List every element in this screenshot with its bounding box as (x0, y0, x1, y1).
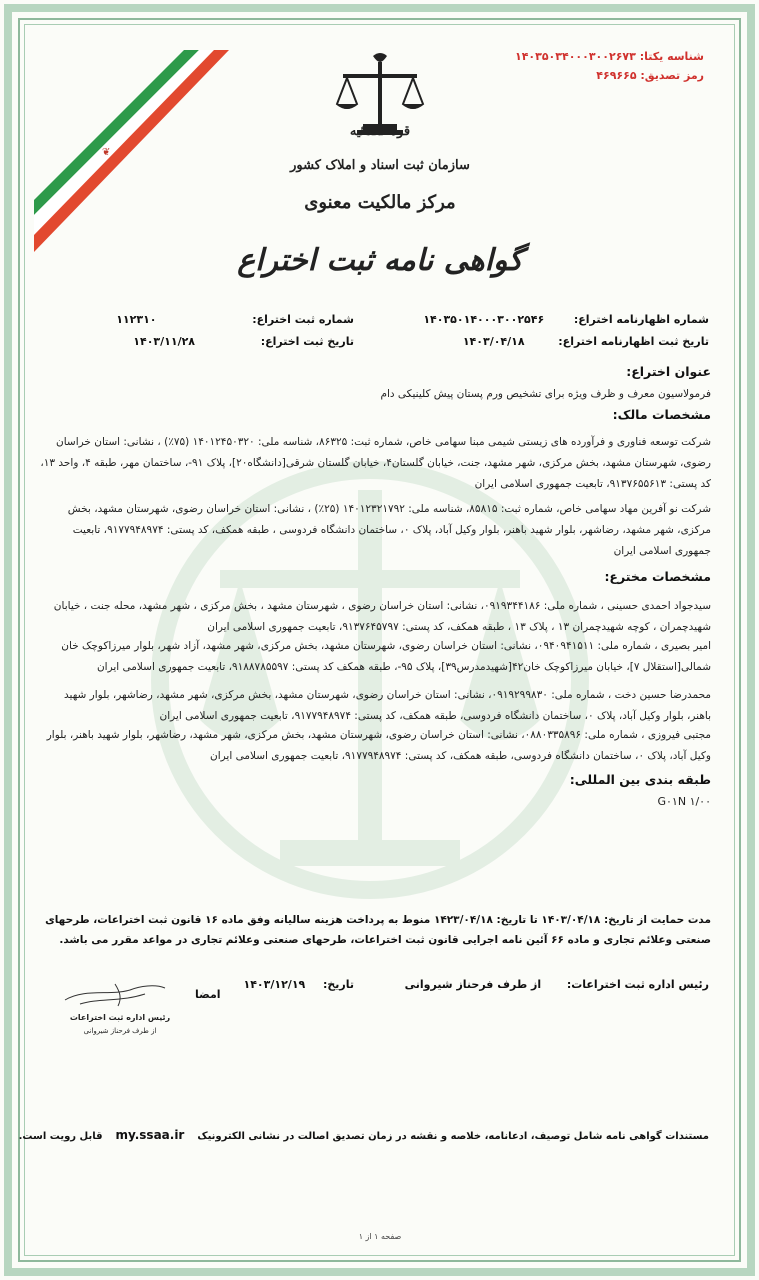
flag-ribbon-graphic (24, 30, 234, 260)
footer-note (18, 1128, 709, 1142)
verification-code-label: رمز تصدیق: (640, 69, 704, 82)
invention-title-text: فرمولاسیون معرف و ظرف ویژه برای تشخیص ورم پستان پیش کلینیکی دام (380, 388, 711, 400)
declaration-date (463, 335, 709, 348)
stamp-line-2: از طرف فرحناز شیروانی (83, 1027, 157, 1035)
declaration-date-value: ۱۴۰۳/۰۴/۱۸ (462, 335, 525, 348)
classification-heading: طبقه بندی بین المللی: (569, 772, 711, 787)
classification-value: G۰۱N ۱/۰۰ (657, 795, 711, 808)
registration-number-label: شماره ثبت اختراع: (252, 313, 354, 326)
protection-period-text: مدت حمایت از تاریخ: ۱۴۰۳/۰۴/۱۸ تا تاریخ: ۱۴۲۳/۰۴/۱۸ منوط به پرداخت هزینه سالیانه وفق ماده ۱۶ قانون ثبت اختراعات، طرحهای صنعتی وعلائم تجاری و ماده ۶۶ آئین نامه اجرایی قانون ثبت اختراعات، طرحهای صنعتی وعلائم تجاری در مواعد مقرر می باشد. (45, 914, 711, 946)
owner-item: شرکت نو آفرین مهاد سهامی خاص، شماره ثبت: ۸۵۸۱۵، شناسه ملی: ۱۴۰۱۲۳۲۱۷۹۲ (۲۵٪) ، نشانی: استان خراسان رضوی، شهرستان مشهد، بخش مرکزی، شهر مشهد، رضاشهر، بلوار شهید باهنر، بلوار وکیل آباد، پلاک ۰، ساختمان دانشگاه فردوسی ، طبقه همکف، کد پستی: ۹۱۷۷۹۴۸۹۷۴، تابعیت جمهوری اسلامی ایران (67, 503, 711, 557)
flag-ribbon (24, 30, 234, 260)
handwritten-signature (60, 978, 170, 1010)
office-chief-value: از طرف فرحناز شیروانی (404, 978, 542, 991)
watermark-emblem (110, 420, 630, 940)
judiciary-name: قوه قضائیه (349, 124, 411, 139)
registration-date-label: تاریخ ثبت اختراع: (260, 335, 354, 348)
organization-name: سازمان ثبت اسناد و املاک کشور (290, 158, 470, 173)
certificate-title: گواهی نامه ثبت اختراع (237, 243, 523, 278)
sign-label: امضا (195, 988, 221, 1001)
unique-id (515, 50, 704, 63)
declaration-number (423, 313, 709, 326)
registration-date (133, 335, 354, 348)
signature-date (244, 978, 355, 991)
verification-website-link[interactable]: my.ssaa.ir (115, 1128, 185, 1142)
unique-id-value: ۱۴۰۳۵۰۳۴۰۰۰۳۰۰۲۶۷۳ (514, 50, 636, 63)
declaration-number-label: شماره اظهارنامه اختراع: (573, 313, 709, 326)
registration-date-value: ۱۴۰۳/۱۱/۲۸ (133, 335, 196, 348)
inventor-item: مجتبی فیروزی ، شماره ملی: ۰۸۸۰۳۳۵۸۹۶، نشانی: استان خراسان رضوی، شهرستان مشهد، بخش مرکزی، شهر مشهد، رضاشهر، بلوار شهید باهنر، بلوار وکیل آباد، پلاک ۰، ساختمان دانشگاه فردوسی، طبقه همکف، کد پستی: ۹۱۷۷۹۴۸۹۷۴، تابعیت جمهوری اسلامی ایران (46, 729, 711, 762)
owner-item: شرکت توسعه فناوری و فرآورده های زیستی شیمی مبنا سهامی خاص، شماره ثبت: ۸۶۳۲۵، شناسه ملی: ۱۴۰۱۲۴۵۰۳۲۰ (۷۵٪) ، نشانی: استان خراسان رضوی، شهرستان مشهد، بخش مرکزی، شهر مشهد، جنت، خیابان گلستان۴، خیابان گلستان شرقی[دانشگاه۲۰]، پلاک ۹۱-، ساختمان مهر، طبقه ۴، واحد ۱۳، کد پستی: ۹۱۳۷۶۵۵۶۱۳، تابعیت جمهوری اسلامی ایران (40, 436, 711, 490)
declaration-number-value: ۱۴۰۳۵۰۱۴۰۰۰۳۰۰۲۵۴۶ (423, 313, 545, 326)
flag-emblem-icon: ❦ (102, 147, 111, 158)
inventors-heading: مشخصات مخترع: (604, 569, 711, 584)
registration-number (116, 313, 354, 326)
signature-date-label: تاریخ: (322, 978, 354, 991)
verification-code-value: ۴۶۹۶۶۵ (596, 69, 637, 82)
office-chief (405, 978, 709, 991)
unique-id-label: شناسه یکتا: (639, 50, 704, 63)
inventor-item: امیر بصیری ، شماره ملی: ۰۹۴۰۹۴۱۵۱۱، نشانی: استان خراسان رضوی، شهرستان مشهد، بخش مرکزی، شهر مشهد، آزاد شهر، بلوار میرزاکوچک خان شمالی[استقلال ۷]، خیابان میرزاکوچک خان۴۲[شهیدمدرس۳۹]، پلاک ۹۵-، طبقه همکف کد پستی: ۹۱۸۸۷۸۵۵۹۷، تابعیت جمهوری اسلامی ایران (61, 640, 711, 673)
invention-title-heading: عنوان اختراع: (626, 364, 711, 379)
footer-note-end: قابل رویت است. (18, 1131, 103, 1142)
inventor-item: سیدجواد احمدی حسینی ، شماره ملی: ۰۹۱۹۳۴۴۱۸۶، نشانی: استان خراسان رضوی ، شهرستان مشهد ، بخش مرکزی ، شهر مشهد، محله جنت ، خیابان شهیدچمران ، کوچه شهیدچمران ۱۳ ، پلاک ۱۳ ، طبقه همکف، کد پستی: ۹۱۳۷۶۴۵۷۹۷، تابعیت جمهوری اسلامی ایران (53, 600, 711, 633)
page-number: صفحه ۱ از ۱ (358, 1232, 402, 1241)
registration-number-value: ۱۱۲۳۱۰ (116, 313, 157, 326)
signature-date-value: ۱۴۰۳/۱۲/۱۹ (243, 978, 306, 991)
ip-center-name: مرکز مالکیت معنوی (304, 192, 456, 213)
inventor-item: محمدرضا حسین دخت ، شماره ملی: ۰۹۱۹۲۹۹۸۳۰، نشانی: استان خراسان رضوی، شهرستان مشهد، بخش مرکزی، شهر مشهد، رضاشهر، بلوار شهید باهنر، بلوار وکیل آباد، پلاک ۰، ساختمان دانشگاه فردوسی، طبقه همکف، کد پستی: ۹۱۷۷۹۴۸۹۷۴، تابعیت جمهوری اسلامی ایران (64, 689, 711, 722)
footer-note-text: مستندات گواهی نامه شامل توصیف، ادعانامه، خلاصه و نقشه در زمان تصدیق اصالت در نشانی الکترونیک (197, 1131, 709, 1142)
owners-heading: مشخصات مالک: (612, 407, 711, 422)
stamp-line-1: رئیس اداره ثبت اختراعات (69, 1013, 171, 1022)
office-chief-label: رئیس اداره ثبت اختراعات: (566, 978, 709, 991)
verification-code (596, 69, 704, 82)
declaration-date-label: تاریخ ثبت اظهارنامه اختراع: (558, 335, 709, 348)
